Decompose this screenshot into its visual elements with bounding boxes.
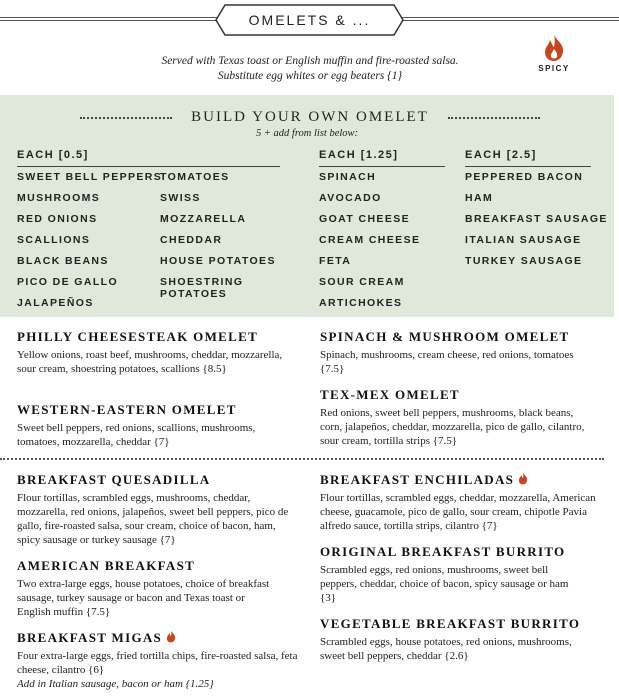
- dish-description: Scrambled eggs, red onions, mushrooms, sweet bell peppers, cheddar, choice of bacon, spicy sausage or ham {3}: [320, 564, 569, 604]
- dish-description: Two extra-large eggs, house potatoes, choice of breakfast sausage, turkey sausage or bacon and Texas toast or English muffin {7.5}: [17, 578, 270, 618]
- dish-name: BREAKFAST MIGAS: [17, 630, 163, 645]
- dish-original-breakfast-burrito: [320, 544, 582, 605]
- dish-breakfast-quesadilla: [17, 472, 299, 547]
- header-rule-left: [0, 17, 217, 21]
- dish-description: Sweet bell peppers, red onions, scallions, mushrooms, tomatoes, mozzarella, cheddar {7}: [17, 422, 256, 448]
- dish-name: PHILLY CHEESESTEAK OMELET: [17, 329, 259, 344]
- dish-name: AMERICAN BREAKFAST: [17, 558, 196, 573]
- dish-spinach-mushroom-omelet: [320, 329, 592, 376]
- price-heading-1-25: EACH [1.25]: [319, 149, 445, 167]
- topping-item: PEPPERED BACON: [465, 171, 584, 183]
- dish-name: TEX-MEX OMELET: [320, 387, 460, 402]
- dish-name: SPINACH & MUSHROOM OMELET: [320, 329, 570, 344]
- topping-item: SOUR CREAM: [319, 276, 405, 288]
- byo-title: BUILD YOUR OWN OMELET: [191, 109, 429, 125]
- header-rule-right: [402, 17, 619, 21]
- intro-line-2: Substitute egg whites or egg beaters {1}: [217, 70, 403, 82]
- dish-name: BREAKFAST ENCHILADAS: [320, 472, 515, 487]
- flame-icon: [543, 34, 565, 62]
- dish-name: ORIGINAL BREAKFAST BURRITO: [320, 544, 566, 559]
- topping-column-1: [17, 171, 162, 318]
- price-heading-2-5: EACH [2.5]: [465, 149, 591, 167]
- dish-description: Flour tortillas, scrambled eggs, cheddar, mozzarella, American cheese, guacamole, pico de gallo, sour cream, chipotle Pavia alfredo sauce, tortilla strips, cilantro {7}: [320, 492, 596, 532]
- dotted-divider: [448, 117, 540, 119]
- topping-item: ARTICHOKES: [319, 297, 403, 309]
- dish-name-row: [17, 630, 302, 646]
- topping-column-2: [160, 171, 280, 300]
- topping-item: TOMATOES: [160, 171, 230, 183]
- topping-item: AVOCADO: [319, 192, 382, 204]
- topping-item: PICO DE GALLO: [17, 276, 119, 288]
- dotted-divider: [0, 458, 604, 460]
- dish-name-row: [320, 472, 600, 488]
- dish-tex-mex-omelet: [320, 387, 592, 448]
- topping-item: CHEDDAR: [160, 234, 223, 246]
- dish-name: WESTERN-EASTERN OMELET: [17, 402, 237, 417]
- topping-item: BLACK BEANS: [17, 255, 109, 267]
- dish-breakfast-migas: [17, 630, 302, 691]
- dish-description: Spinach, mushrooms, cream cheese, red onions, tomatoes {7.5}: [320, 349, 574, 375]
- topping-item: MUSHROOMS: [17, 192, 101, 204]
- topping-item: HAM: [465, 192, 494, 204]
- dish-name: BREAKFAST QUESADILLA: [17, 472, 211, 487]
- byo-subtitle: 5 + add from list below:: [255, 128, 359, 139]
- dish-add-on-note: Add in Italian sausage, bacon or ham {1.25}: [17, 678, 214, 690]
- dish-philly-cheesesteak-omelet: [17, 329, 297, 376]
- topping-item: SWISS: [160, 192, 201, 204]
- dish-description: Red onions, sweet bell peppers, mushrooms, black beans, corn, jalapeños, cheddar, mozzarella, pico de gallo, cilantro, sour cream, tortilla strips {7.5}: [320, 407, 585, 447]
- topping-column-3: [319, 171, 420, 318]
- build-your-own-panel: [0, 95, 614, 317]
- topping-item: HOUSE POTATOES: [160, 255, 276, 267]
- topping-item: FETA: [319, 255, 352, 267]
- dish-description: Yellow onions, roast beef, mushrooms, cheddar, mozzarella, sour cream, shoestring potatoes, scallions {8.5}: [17, 349, 283, 375]
- byo-title-row: [80, 109, 540, 125]
- dish-description: Flour tortillas, scrambled eggs, mushrooms, cheddar, mozzarella, red onions, jalapeños, sweet bell peppers, pico de gallo, fire-roasted salsa, sour cream, choice of bacon, ham, spicy sausage or turkey sausage {7}: [17, 492, 289, 546]
- dish-description: Scrambled eggs, house potatoes, red onions, mushrooms, sweet bell peppers, cheddar {2.6}: [320, 636, 572, 662]
- dish-breakfast-enchiladas: [320, 472, 600, 533]
- flame-icon: [518, 472, 528, 485]
- dotted-divider: [80, 117, 172, 119]
- topping-item: SCALLIONS: [17, 234, 91, 246]
- section-banner: [215, 4, 404, 36]
- topping-column-4: [465, 171, 608, 276]
- price-heading-0-5: EACH [0.5]: [17, 149, 280, 167]
- topping-item: ITALIAN SAUSAGE: [465, 234, 582, 246]
- topping-item: BREAKFAST SAUSAGE: [465, 213, 608, 225]
- dish-western-eastern-omelet: [17, 402, 297, 449]
- topping-item: TURKEY SAUSAGE: [465, 255, 583, 267]
- topping-item: GOAT CHEESE: [319, 213, 411, 225]
- topping-item: RED ONIONS: [17, 213, 98, 225]
- spicy-legend: [534, 34, 574, 78]
- topping-item: SHOESTRING POTATOES: [160, 276, 244, 300]
- section-title: OMELETS & ...: [248, 12, 371, 28]
- dish-description: Four extra-large eggs, fried tortilla chips, fire-roasted salsa, feta cheese, cilantro {6}: [17, 650, 298, 676]
- topping-item: CREAM CHEESE: [319, 234, 421, 246]
- dish-name: VEGETABLE BREAKFAST BURRITO: [320, 616, 581, 631]
- topping-item: MOZZARELLA: [160, 213, 247, 225]
- flame-icon: [166, 630, 176, 643]
- topping-item: SPINACH: [319, 171, 377, 183]
- topping-item: JALAPEÑOS: [17, 297, 94, 309]
- spicy-label: SPICY: [538, 64, 570, 73]
- intro-text: [100, 54, 520, 84]
- dish-american-breakfast: [17, 558, 277, 619]
- topping-item: SWEET BELL PEPPERS: [17, 171, 163, 183]
- dish-vegetable-breakfast-burrito: [320, 616, 585, 663]
- intro-line-1: Served with Texas toast or English muffin and fire-roasted salsa.: [161, 55, 459, 67]
